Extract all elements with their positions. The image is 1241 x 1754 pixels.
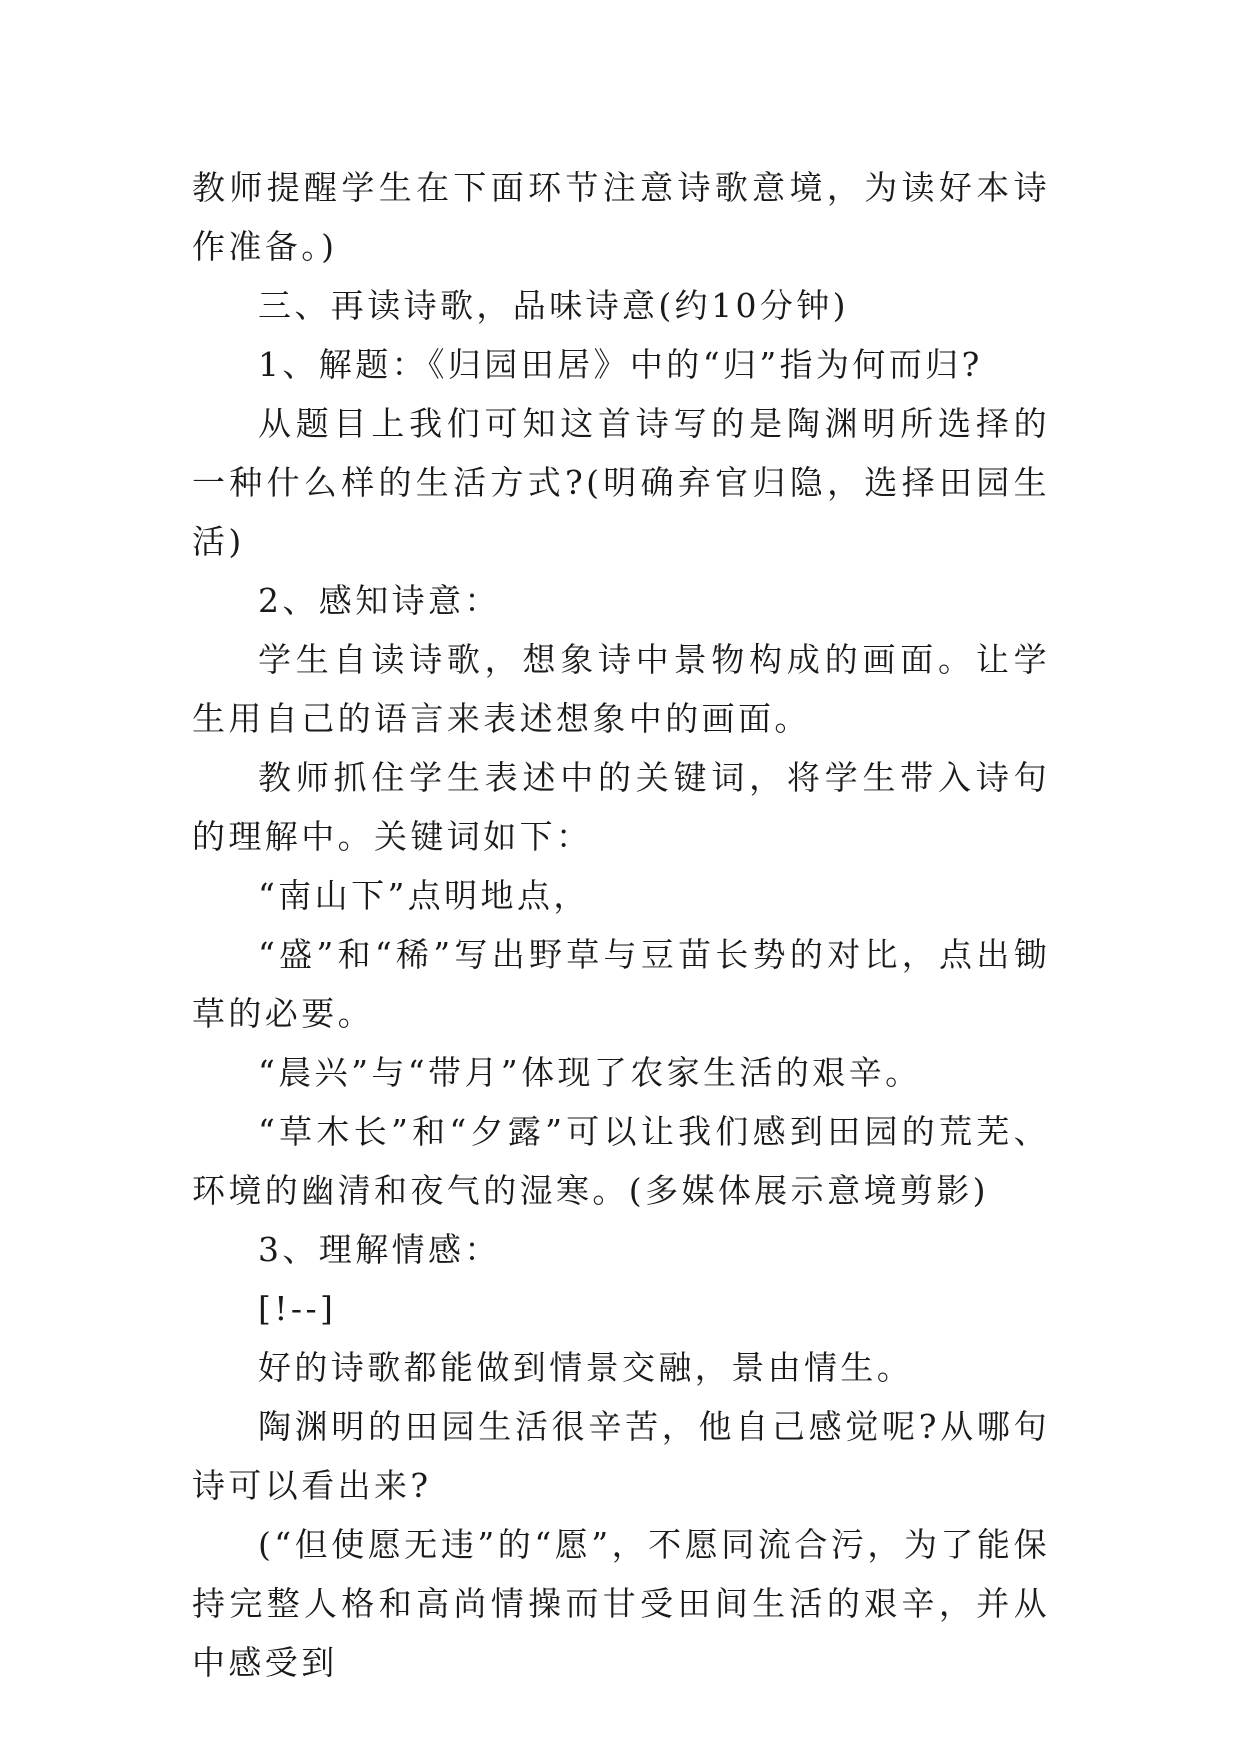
paragraph: 学生自读诗歌，想象诗中景物构成的画面。让学生用自己的语言来表述想象中的画面。 xyxy=(192,640,1050,738)
paragraph: (“但使愿无违”的“愿”，不愿同流合污，为了能保持完整人格和高尚情操而甘受田间生活的艰辛，并从中感受到 xyxy=(192,1525,1050,1682)
paragraph: “盛”和“稀”写出野草与豆苗长势的对比，点出锄草的必要。 xyxy=(192,935,1050,1033)
paragraph: 好的诗歌都能做到情景交融，景由情生。 xyxy=(258,1348,914,1387)
section-heading: 三、再读诗歌，品味诗意(约10分钟) xyxy=(258,286,849,325)
paragraph: 2、感知诗意： xyxy=(258,581,501,620)
paragraph: 3、理解情感： xyxy=(258,1230,501,1269)
paragraph: 从题目上我们可知这首诗写的是陶渊明所选择的一种什么样的生活方式?(明确弃官归隐，选择田园生活) xyxy=(192,404,1050,561)
paragraph: 教师抓住学生表述中的关键词，将学生带入诗句的理解中。关键词如下： xyxy=(192,758,1050,856)
paragraph: 教师提醒学生在下面环节注意诗歌意境，为读好本诗作准备。) xyxy=(192,168,1050,266)
document-body xyxy=(192,158,1050,1692)
paragraph: “草木长”和“夕露”可以让我们感到田园的荒芜、环境的幽清和夜气的湿寒。(多媒体展示意境剪影) xyxy=(192,1112,1050,1210)
paragraph: [!--] xyxy=(258,1289,337,1328)
paragraph: 1、解题：《归园田居》中的“归”指为何而归? xyxy=(258,345,983,384)
paragraph: “晨兴”与“带月”体现了农家生活的艰辛。 xyxy=(258,1053,922,1092)
paragraph: 陶渊明的田园生活很辛苦，他自己感觉呢?从哪句诗可以看出来? xyxy=(192,1407,1050,1505)
paragraph: “南山下”点明地点， xyxy=(258,876,590,915)
